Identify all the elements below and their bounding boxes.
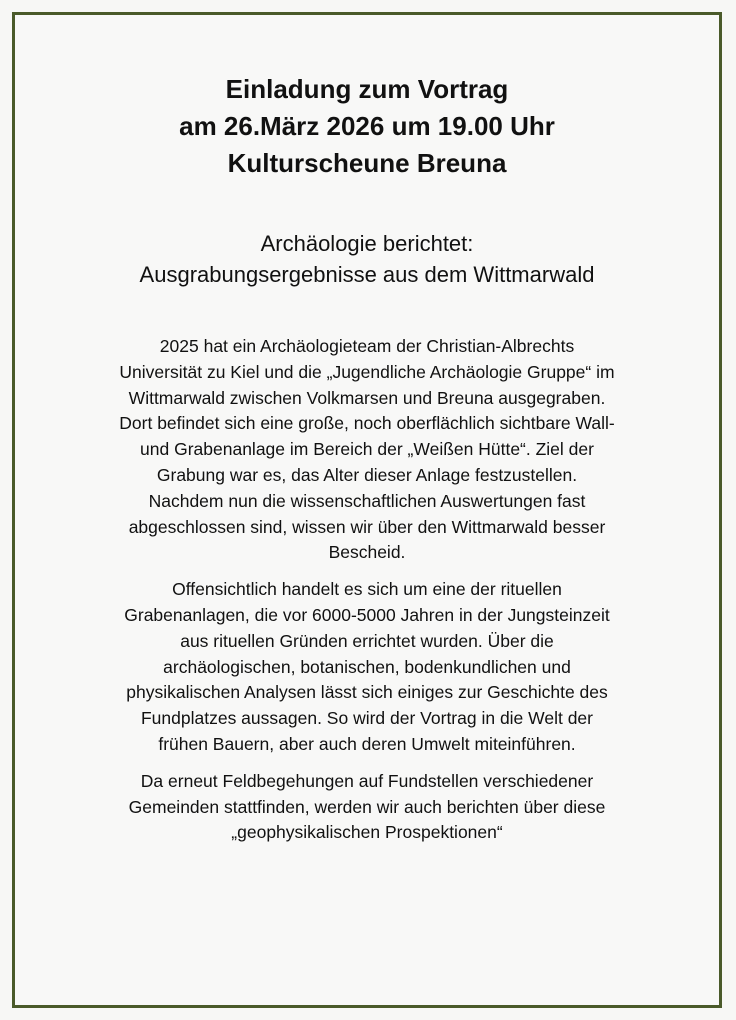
- text-line: aus rituellen Gründen errichtet wurden. Über die: [180, 630, 554, 651]
- paragraph-excavation: [65, 334, 669, 566]
- text-line: Bescheid.: [328, 542, 406, 563]
- text-line: Da erneut Feldbegehungen auf Fundstellen verschiedener: [140, 770, 594, 791]
- text-line: 2025 hat ein Archäologieteam der Christian-Albrechts: [159, 336, 575, 356]
- body-text: [65, 334, 669, 846]
- paragraph-prospection: [65, 769, 669, 846]
- text-line: und Grabenanlage im Bereich der „Weißen Hütte“. Ziel der: [140, 439, 594, 460]
- text-line: Wittmarwald zwischen Volkmarsen und Breuna ausgegraben.: [128, 387, 606, 408]
- subtitle-line: Archäologie berichtet:: [260, 231, 474, 256]
- lecture-subtitle: [65, 182, 669, 290]
- text-line: Offensichtlich handelt es sich um eine der rituellen: [172, 579, 562, 600]
- text-line: Dort befindet sich eine große, noch oberflächlich sichtbare Wall-: [119, 413, 615, 434]
- title-line: am 26.März 2026 um 19.00 Uhr: [179, 111, 555, 141]
- text-line: Gemeinden stattfinden, werden wir auch berichten über diese: [128, 796, 606, 817]
- text-line: frühen Bauern, aber auch deren Umwelt miteinführen.: [158, 733, 576, 754]
- text-line: Universität zu Kiel und die „Jugendliche Archäologie Gruppe“ im: [119, 361, 615, 382]
- text-line: Nachdem nun die wissenschaftlichen Auswertungen fast: [148, 490, 586, 511]
- text-line: Grabung war es, das Alter dieser Anlage festzustellen.: [156, 464, 578, 485]
- page-frame: [12, 12, 722, 1008]
- title-line: Einladung zum Vortrag: [225, 74, 509, 104]
- paragraph-findings: [65, 577, 669, 758]
- text-line: „geophysikalischen Prospektionen“: [231, 822, 503, 843]
- invitation-title: [65, 15, 669, 182]
- text-line: abgeschlossen sind, wissen wir über den Wittmarwald besser: [128, 516, 606, 537]
- text-line: Grabenanlagen, die vor 6000-5000 Jahren in der Jungsteinzeit: [124, 604, 610, 625]
- text-line: Fundplatzes aussagen. So wird der Vortrag in die Welt der: [140, 708, 593, 729]
- title-line: Kulturscheune Breuna: [227, 148, 507, 178]
- text-line: physikalischen Analysen lässt sich einiges zur Geschichte des: [126, 682, 608, 703]
- document-content: [65, 15, 669, 857]
- text-line: archäologischen, botanischen, bodenkundlichen und: [163, 656, 571, 677]
- subtitle-line: Ausgrabungsergebnisse aus dem Wittmarwald: [139, 262, 595, 287]
